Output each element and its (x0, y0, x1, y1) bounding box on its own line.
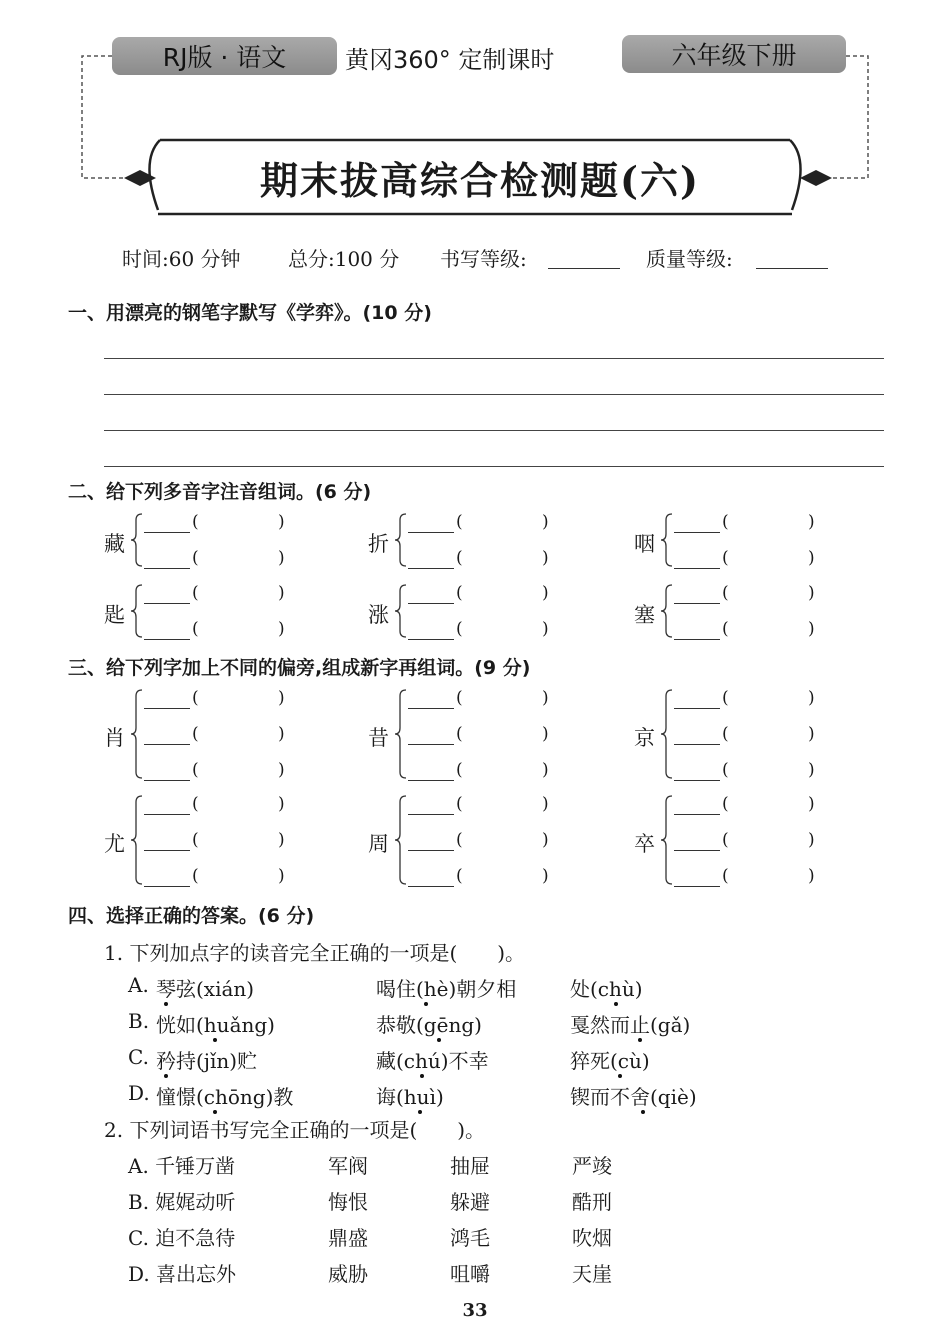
paren-open: ( (456, 866, 463, 886)
group-character: 塞 (634, 603, 655, 627)
paren-open: ( (722, 794, 729, 814)
paren-open: ( (456, 619, 463, 639)
group-character: 涨 (368, 603, 389, 627)
word-prefix: 处 (570, 977, 590, 1001)
option-label-word[interactable]: D. 喜出忘外 (128, 1262, 237, 1286)
answer-blank[interactable] (144, 568, 190, 569)
word-prefix: 喝 (376, 977, 396, 1001)
brace-icon (130, 512, 144, 568)
word-prefix: 恭 (376, 1013, 396, 1037)
answer-blank[interactable] (674, 708, 720, 709)
pinyin-answer-slot[interactable] (202, 866, 274, 888)
brace-icon (660, 512, 674, 568)
paren-close: ) (542, 619, 549, 639)
option-word[interactable] (156, 1009, 275, 1038)
paren-close: ) (278, 760, 285, 780)
brace-icon (394, 688, 408, 780)
brace-icon (394, 794, 408, 886)
quality-grade-blank[interactable] (756, 268, 828, 269)
answer-blank[interactable] (144, 639, 190, 640)
pinyin-answer-slot[interactable] (732, 583, 804, 605)
option-word: 酷刑 (572, 1190, 612, 1214)
group-character: 折 (368, 532, 389, 556)
pinyin-answer-slot[interactable] (732, 512, 804, 534)
pinyin-answer-slot[interactable] (732, 724, 804, 746)
answer-blank[interactable] (674, 850, 720, 851)
option-label: C. (128, 1045, 149, 1069)
group-character: 卒 (634, 832, 655, 856)
option-word[interactable] (570, 1009, 690, 1038)
group-character: 肖 (104, 726, 125, 750)
edition-badge: RJ版 · 语文 (112, 37, 337, 75)
option-word[interactable] (156, 1045, 257, 1074)
paren-close: ) (808, 724, 815, 744)
option-label: D. (128, 1081, 150, 1105)
option-word[interactable] (156, 1081, 293, 1110)
writing-line[interactable] (104, 430, 884, 431)
paren-close: ) (808, 830, 815, 850)
dotted-character: 而不舍(qiè) (590, 1085, 697, 1109)
option-word[interactable] (570, 1045, 650, 1074)
pinyin-answer-slot[interactable] (466, 724, 538, 746)
answer-blank[interactable] (674, 814, 720, 815)
option-label: A. (128, 973, 149, 997)
bracket-group (104, 583, 344, 639)
paren-close: ) (808, 512, 815, 532)
pinyin-answer-slot[interactable] (202, 794, 274, 816)
option-word: 咀嚼 (450, 1262, 490, 1286)
option-word[interactable] (376, 1081, 444, 1110)
pinyin-answer-slot[interactable] (202, 583, 274, 605)
option-word: 严竣 (572, 1154, 612, 1178)
writing-line[interactable] (104, 358, 884, 359)
dotted-character: 琴 (156, 977, 176, 1001)
brace-icon (130, 794, 144, 886)
answer-blank[interactable] (144, 886, 190, 887)
page-title: 期末拔高综合检测题(六) (260, 157, 700, 203)
paren-close: ) (542, 724, 549, 744)
group-character: 昔 (368, 726, 389, 750)
bracket-group (368, 512, 608, 568)
paren-close: ) (808, 688, 815, 708)
pinyin-answer-slot[interactable] (466, 866, 538, 888)
bracket-group (368, 688, 608, 780)
group-character: 咽 (634, 532, 655, 556)
brace-icon (130, 688, 144, 780)
paren-close: ) (808, 583, 815, 603)
meta-time: 时间:60 分钟 (122, 247, 241, 271)
word-suffix: 不幸 (448, 1049, 489, 1073)
paren-open: ( (456, 724, 463, 744)
paren-close: ) (808, 548, 815, 568)
option-word: 威胁 (328, 1262, 368, 1286)
brace-icon (660, 583, 674, 639)
dotted-character: (chù) (590, 977, 643, 1001)
word-middle: 弦(xián) (176, 977, 255, 1001)
paren-close: ) (542, 548, 549, 568)
answer-blank[interactable] (144, 603, 190, 604)
answer-blank[interactable] (408, 744, 454, 745)
section-4-heading: 四、选择正确的答案。(6 分) (68, 905, 315, 927)
bracket-group (104, 688, 344, 780)
paren-close: ) (808, 794, 815, 814)
pinyin-answer-slot[interactable] (202, 619, 274, 641)
paren-open: ( (192, 688, 199, 708)
pinyin-answer-slot[interactable] (202, 688, 274, 710)
pinyin-answer-slot[interactable] (466, 512, 538, 534)
group-character: 尤 (104, 832, 125, 856)
option-word: 悔恨 (328, 1190, 368, 1214)
paren-open: ( (722, 688, 729, 708)
answer-blank[interactable] (144, 780, 190, 781)
paren-open: ( (722, 724, 729, 744)
paren-close: ) (278, 866, 285, 886)
pinyin-answer-slot[interactable] (466, 583, 538, 605)
paren-open: ( (456, 760, 463, 780)
paren-close: ) (278, 548, 285, 568)
page-number: 33 (462, 1300, 488, 1321)
paren-open: ( (192, 794, 199, 814)
group-character: 周 (368, 832, 389, 856)
pinyin-answer-slot[interactable] (732, 619, 804, 641)
option-word[interactable] (570, 973, 643, 1002)
answer-blank[interactable] (408, 886, 454, 887)
answer-blank[interactable] (408, 532, 454, 533)
answer-blank[interactable] (408, 780, 454, 781)
word-middle: 持(jǐn) (176, 1049, 238, 1073)
brace-icon (660, 688, 674, 780)
option-label: B. (128, 1009, 150, 1033)
pinyin-answer-slot[interactable] (732, 688, 804, 710)
word-prefix: 锲 (570, 1085, 590, 1109)
option-word: 天崖 (572, 1262, 612, 1286)
pinyin-answer-slot[interactable] (202, 512, 274, 534)
paren-open: ( (722, 548, 729, 568)
paren-close: ) (278, 724, 285, 744)
pinyin-answer-slot[interactable] (202, 724, 274, 746)
paren-open: ( (192, 760, 199, 780)
paren-open: ( (192, 512, 199, 532)
answer-blank[interactable] (408, 603, 454, 604)
bracket-group (104, 512, 344, 568)
pinyin-answer-slot[interactable] (732, 866, 804, 888)
paren-open: ( (456, 794, 463, 814)
brace-icon (394, 583, 408, 639)
meta-quality-grade: 质量等级: (646, 247, 733, 271)
answer-blank[interactable] (408, 850, 454, 851)
answer-blank[interactable] (144, 814, 190, 815)
word-suffix: 贮 (237, 1049, 258, 1073)
bracket-group (634, 688, 874, 780)
pinyin-answer-slot[interactable] (732, 830, 804, 852)
option-word: 军阀 (328, 1154, 368, 1178)
pinyin-answer-slot[interactable] (466, 548, 538, 570)
option-word[interactable] (376, 1009, 482, 1038)
pinyin-answer-slot[interactable] (202, 830, 274, 852)
writing-line[interactable] (104, 466, 884, 467)
paren-close: ) (808, 760, 815, 780)
pinyin-answer-slot[interactable] (466, 760, 538, 782)
paren-open: ( (722, 512, 729, 532)
writing-line[interactable] (104, 394, 884, 395)
answer-blank[interactable] (674, 532, 720, 533)
series-name: 黄冈360° 定制课时 (345, 45, 555, 74)
bracket-group (104, 794, 344, 886)
answer-blank[interactable] (144, 532, 190, 533)
option-word[interactable] (376, 1045, 489, 1074)
paren-close: ) (808, 619, 815, 639)
paren-close: ) (808, 866, 815, 886)
paren-close: ) (542, 866, 549, 886)
option-word[interactable] (570, 1081, 697, 1110)
paren-close: ) (278, 583, 285, 603)
paren-open: ( (192, 830, 199, 850)
paren-close: ) (278, 688, 285, 708)
writing-grade-blank[interactable] (548, 268, 620, 269)
bracket-group (368, 794, 608, 886)
meta-total: 总分:100 分 (288, 247, 400, 271)
pinyin-answer-slot[interactable] (466, 830, 538, 852)
paren-close: ) (542, 583, 549, 603)
grade-badge: 六年级下册 (622, 35, 846, 73)
paren-close: ) (278, 794, 285, 814)
dotted-character: 憧憬(chōng) (156, 1085, 274, 1109)
answer-blank[interactable] (674, 603, 720, 604)
answer-blank[interactable] (408, 708, 454, 709)
answer-blank[interactable] (144, 850, 190, 851)
paren-close: ) (278, 512, 285, 532)
paren-open: ( (456, 830, 463, 850)
group-character: 匙 (104, 603, 125, 627)
option-label-word[interactable]: C. 迫不急待 (128, 1226, 236, 1250)
word-prefix: 猝 (570, 1049, 590, 1073)
section-2-heading: 二、给下列多音字注音组词。(6 分) (68, 481, 372, 503)
paren-close: ) (278, 830, 285, 850)
word-suffix: 教 (273, 1085, 294, 1109)
answer-blank[interactable] (144, 708, 190, 709)
answer-blank[interactable] (674, 639, 720, 640)
paren-open: ( (722, 760, 729, 780)
answer-blank[interactable] (144, 744, 190, 745)
answer-blank[interactable] (674, 886, 720, 887)
paren-close: ) (278, 619, 285, 639)
option-word[interactable] (376, 973, 516, 1002)
option-word: 躲避 (450, 1190, 490, 1214)
dotted-character: (chú) (396, 1049, 449, 1073)
section-3-heading: 三、给下列字加上不同的偏旁,组成新字再组词。(9 分) (68, 657, 531, 679)
option-word: 抽屉 (450, 1154, 490, 1178)
paren-open: ( (722, 619, 729, 639)
paren-close: ) (542, 512, 549, 532)
question-2-stem: 2. 下列词语书写完全正确的一项是( )。 (104, 1118, 486, 1142)
group-character: 京 (634, 726, 655, 750)
paren-open: ( (456, 583, 463, 603)
option-word: 鼎盛 (328, 1226, 368, 1250)
option-word: 鸿毛 (450, 1226, 490, 1250)
section-1-heading: 一、用漂亮的钢笔字默写《学弈》。(10 分) (68, 302, 432, 324)
option-word: 吹烟 (572, 1226, 612, 1250)
answer-blank[interactable] (674, 780, 720, 781)
group-character: 藏 (104, 532, 125, 556)
word-prefix: 诲 (376, 1085, 396, 1109)
answer-blank[interactable] (674, 568, 720, 569)
dotted-character: 敬(gēng) (396, 1013, 482, 1037)
paren-open: ( (456, 688, 463, 708)
meta-writing-grade: 书写等级: (440, 247, 527, 271)
brace-icon (660, 794, 674, 886)
brace-icon (130, 583, 144, 639)
dotted-character: 恍如(huǎng) (156, 1013, 275, 1037)
paren-close: ) (542, 688, 549, 708)
paren-open: ( (722, 583, 729, 603)
paren-open: ( (192, 866, 199, 886)
dotted-character: 死(cù) (590, 1049, 650, 1073)
paren-open: ( (456, 548, 463, 568)
bracket-group (368, 583, 608, 639)
answer-blank[interactable] (408, 814, 454, 815)
paren-open: ( (192, 548, 199, 568)
paren-open: ( (192, 583, 199, 603)
pinyin-answer-slot[interactable] (202, 548, 274, 570)
option-label-word[interactable]: A. 千锤万凿 (128, 1154, 236, 1178)
dotted-character: 住(hè) (396, 977, 457, 1001)
bracket-group (634, 512, 874, 568)
pinyin-answer-slot[interactable] (732, 548, 804, 570)
pinyin-answer-slot[interactable] (732, 760, 804, 782)
bracket-group (634, 583, 874, 639)
paren-open: ( (456, 512, 463, 532)
paren-open: ( (192, 619, 199, 639)
paren-close: ) (542, 830, 549, 850)
bracket-group (634, 794, 874, 886)
paren-close: ) (542, 794, 549, 814)
option-word[interactable] (156, 973, 254, 1002)
option-label-word[interactable]: B. 娓娓动听 (128, 1190, 236, 1214)
paren-open: ( (722, 866, 729, 886)
word-suffix: 朝夕相 (456, 977, 517, 1001)
dotted-character: 矜 (156, 1049, 176, 1073)
paren-open: ( (192, 724, 199, 744)
word-prefix: 藏 (376, 1049, 396, 1073)
paren-open: ( (722, 830, 729, 850)
pinyin-answer-slot[interactable] (732, 794, 804, 816)
pinyin-answer-slot[interactable] (466, 688, 538, 710)
brace-icon (394, 512, 408, 568)
question-1-stem: 1. 下列加点字的读音完全正确的一项是( )。 (104, 941, 526, 965)
paren-close: ) (542, 760, 549, 780)
pinyin-answer-slot[interactable] (466, 619, 538, 641)
pinyin-answer-slot[interactable] (466, 794, 538, 816)
pinyin-answer-slot[interactable] (202, 760, 274, 782)
answer-blank[interactable] (408, 639, 454, 640)
answer-blank[interactable] (674, 744, 720, 745)
word-prefix: 戛 (570, 1013, 590, 1037)
answer-blank[interactable] (408, 568, 454, 569)
dotted-character: (huì) (396, 1085, 444, 1109)
dotted-character: 然而止(gǎ) (590, 1013, 691, 1037)
